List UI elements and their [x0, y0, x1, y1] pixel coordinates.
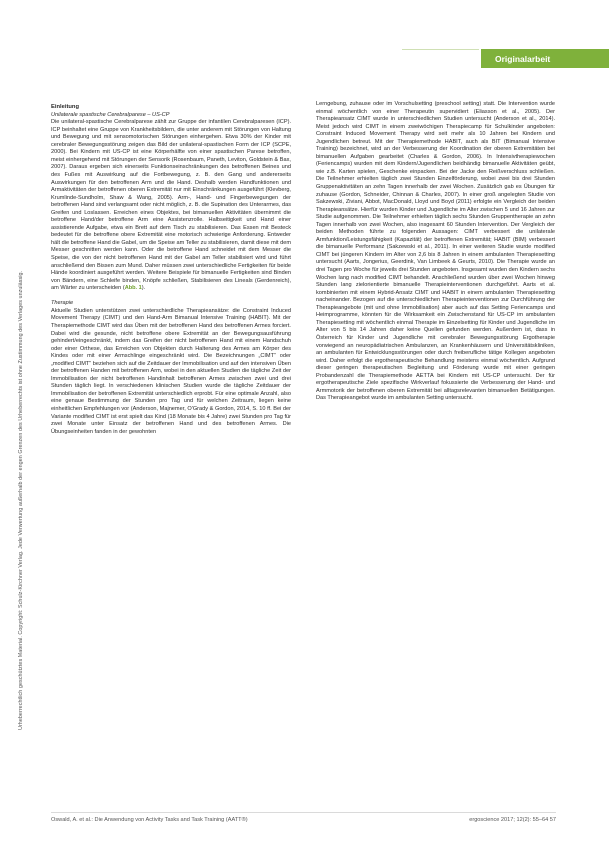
section-heading: Einleitung: [51, 104, 80, 110]
subheading-therapie: Therapie: [51, 300, 74, 307]
paragraph-us-cp-end: ).: [141, 285, 146, 292]
paragraph-therapie: Aktuelle Studien unterstützen zwei unterschiedliche Therapieansätze: die Constraint Induced Movement Therapy (CIMT) und den Hand-Arm Bimanual Intensive Training (HABIT). Mit der Therapiemethode CIMT wird das Üben mit der betroffenen Hand des betroffenen Armes forciert. Dabei wird die gesunde, nicht betroffene obere Extremität an der Bewegungsausführung gehindert/eingeschränkt, indem das Greifen der nicht betroffenen Hand mit einem Handschuh oder einer Orthese, das Erreichen von Objekten durch Halterung des Armes am Körper des Kindes oder mit einer Armschlinge eingeschränkt wird. Die Bezeichnungen „CIMT“ oder „modified CIMT“ beziehen sich auf die Zeitdauer der Immobilisation und auf den intensiven Üben der betroffenen Handen mit betroffenen Arm, wobei in den aktuellen Studien die tägliche Zeit der Immobilisation der nicht betroffenen Handinhalt betroffenen Armes zwischen zwei und drei Stunden täglich liegt. In verschiedenen klinischen Studien wurde die tägliche Zeitdauer der Immobilisation der betroffenen Extremität unterschiedlich erprobt. Für eine optimale Anzahl, also eine genaue Bestimmung der Stunden pro Tag und für welchen Zeitraum, liegen keine einheitlichen Empfehlungen vor (Anderson, Majnemer, O'Grady & Gordon, 2014, S. 10 ff. Bei der Variante modified CIMT ist erst spielt das Kind (18 Monate bis 4 Jahre) zwei Stunden pro Tag für zwei Monate unter Einsatz der betroffenen Hand und des betroffenen Armes. Die Übungseinheiten fanden in der gewohnten: [51, 307, 291, 435]
section-tag-label: Originalarbeit: [495, 53, 551, 64]
left-column: [51, 104, 291, 436]
footer-citation: Oswald, A. et al.: Die Anwendung von Activity Tasks and Task Training (AATT®): [51, 817, 248, 823]
subheading-us-cp: Unilaterale spastische Cerebralparese – US-CP: [51, 111, 170, 118]
figure-reference-link[interactable]: Abb. 1: [124, 285, 142, 292]
copyright-side-note: Urheberrechtlich geschütztes Material. Copyright: Schulz-Kirchner Verlag. Jede Verwertung außerhalb der engen Grenzen des Urheberrechts ist ohne Zustimmung des Verlages unzulässig.: [18, 270, 24, 730]
paragraph-us-cp: [51, 119, 291, 293]
paragraph-therapy-studies: Lerngebung, zuhause oder im Vorschulsetting (preschool setting) statt. Die Intervention wurde einmal wöchentlich von einer Therapeutin supervidiert (Eliasson et al., 2005). Der Therapieansatz CIMT wurde in unterschiedlichen Studien untersucht (Anderson et al., 2014). Meist jedoch wird CIMT in einem zweiwöchigen Therapiecamp für Schulkinder angeboten: Constraint Induced Movement Therapy wird seit mehr als 10 Jahren bei Kindern und Jugendlichen betreut. Mit der Therapiemethode HABIT, auch als BIT (Bimanual Intensive Training) bezeichnet, wird an der Verbesserung der Koordination der oberen Extremitäten bei bimanuellen Aufgaben gearbeitet (Charles & Gordon, 2006). In Intensivtherapiewochen (Feriencamps) wurden mit dem Kindern/Jugendlichen beidhändig bimanuelle Aktivitäten geübt, wie z.B. Karten spielen, Geschenke einpacken. Bei der Jacke den Reißverschluss schließen. Die Teilnehmer erhielten täglich zwei Stunden Einzelförderung, wobei zwei bis drei Stunden Gruppenaktivitäten an zehn Tagen innerhalb der zwei Wochen. Zusätzlich gab es Übungen für zuhause (Gordon, Schneider, Chinnan & Charles, 2007). In einer groß angelegten Studie von Sakzewski, Ziviani, Abbot, MacDonald, Lloyd und Boyd (2011) erfolgte ein Vergleich der beiden Therapieansätze. Hierfür wurden Kinder und Jugendliche im Alter zwischen 5 und 16 Jahren zur Studie aufgenommen. Die Teilnehmer erhielten täglich sechs Stunden Gruppentherapie an zehn Tagen innerhalb von zwei Wochen, also insgesamt 60 Stunden Intervention. Der Vergleich der beiden Methoden führte zu folgenden Aussagen: CIMT verbessert die unilaterale Armfunktion/Leistungsfähigkeit (Kapazität) der betroffenen Extremität; HABIT (BIM) verbessert die bimanuelle Performanz (Sakzewski et al., 2011). In einer weiteren Studie wurde modified CIMT bei jüngeren Kindern im Alter von 2,6 bis 8 Jahren in einem ambulanten Therapiesetting untersucht (Aarts, Jongerius, Geerdink, Van Limbeek & Geurts, 2010). Die Therapie wurde an drei Tagen pro Woche für jeweils drei Stunden angeboten. Insgesamt wurden den Kindern sechs Wochen lang nach modified CIMT behandelt. Anschließend wurden über zwei Wochen hinweg Stunden lang zielorientierte bimanuelle Therapieinterventionen durchgeführt. Aarts et al. kombinierten mit einem Hybrid-Ansatz CIMT und HABIT in einem ambulanten Therapiesetting nacheinander. Bezogen auf die unterschiedlichen Therapieinterventionen zur Durchführung der Therapieangebote (mit und ohne Immobilisation) aber auch auf das Setting Feriencamps und Heimprogramme, könnten für die Wirksamkeit ein Zwischenstand für US-CP im ambulanten Therapiesetting mit wöchentlich einmal Therapie im Einzelsetting für Kinder und Jugendliche im Alter von 5 bis 14 Jahren daher keine Quellen gefunden werden. Außerdem ist, dass in Österreich für Kinder und Jugendliche mit cerebraler Bewegungsstörung Ergotherapie vorwiegend an neuropädiatrischen Ambulanzen, an Krankenhäusern und Universitätskliniken, an ambulanten für Entwicklungsstörungen oder durch freiberufliche tätige Kollegen angeboten wird. Daher erfolgt die ergotherapeutische Behandlung meistens einmal wöchentlich. Aufgrund dieser geringen therapeutischen Begleitung und Förderung wurde mit einer geringen Probandenzahl die Therapiemethode AETTA bei Kindern mit US-CP untersucht. Der für ergotherapeutische Ziele spezifische Wirkverlauf fokussierte die Verbesserung der Hand- und Armmotorik der betroffenen oberen Extremität bei alltagsrelevanten bimanuellen Betätigungen. Das Therapieangebot wurde im ambulanten Setting untersucht.: [316, 101, 555, 402]
footer-journal: ergoscience 2017; 12(2): 55–64 57: [469, 817, 556, 823]
header-rule: [402, 49, 479, 50]
paragraph-us-cp-text: Die unilateral-spastische Cerebralparese zählt zur Gruppe der infantilen Cerebralparesen (ICP). ICP beinhaltet eine Gruppe von Krankheitsbildern, die unter anderem mit Störungen von Haltung und Bewegung und mit sensomotorischen Störungen einhergehen. Etwa 30% der Kinder mit cerebraler Bewegungsstörung zeigen das Bild der unilateral-spastischen Form der ICP (SCPE, 2000). Bei Kindern mit US-CP ist eine Körperhälfte von einer spastischen Parese betroffen, meist einhergehend mit Störungen der Sensorik (Rosenbaum, Paneth, Leviton, Goldstein & Bax, 2007). Daraus ergeben sich einerseits Funktionseinschränkungen des betroffenen Beines und des Fußes mit Auswirkung auf die Fortbewegung, z. B. den Gang und andererseits Auswirkungen für den betroffenen Arm und die Hand. Deshalb werden Handfunktionen und Armaktivitäten der betroffenen oberen Extremität nur mit Einschränkungen ausgeführt (Klevberg, Krumlinde-Sundholm, Shaw & Wang, 2005). Arm-, Hand- und Fingerbewegungen der betroffenen Hand sind verlangsamt oder nicht möglich, z. B. die Supination des Unterarmes, das Greifen und Loslassen. Erreichen eines Objektes, bei bimanuellen Aktivitäten übernimmt die betroffene Hand/der betroffene Arm eine Assistenzrolle. Halbseitigkeit und Hand einer assistierende Aufgabe, etwa ein Brett auf dem Tisch zu stabilisieren. Das Essen mit Besteck bedeutet für die betroffene obere Extremität eine motorisch schwierige Anforderung. Entweder hält die betroffene Hand die Gabel, um die Speise am Teller zu stabilisieren, damit diese mit dem Messer geschnitten werden kann. Oder die betroffene Hand schneidet mit dem Messer die Speise, die von der nicht betroffenen Hand mit der Gabel am Teller stabilisiert wird und führt anschließend den Bissen zum Mund. Daher müssen zwei unterschiedliche Fertigkeiten für beide Hände koordiniert ausgeführt werden. Weitere Beispiele für bimanuelle Fertigkeiten sind Binden von Bändern, eine Schleife binden, Knöpfe schließen, Stabilisieren des Lineals (Gerdenreich), am Wärter zu unterscheiden (: [51, 119, 291, 292]
footer-rule: [51, 812, 556, 813]
section-tag: [481, 49, 609, 68]
right-column: [316, 101, 555, 403]
